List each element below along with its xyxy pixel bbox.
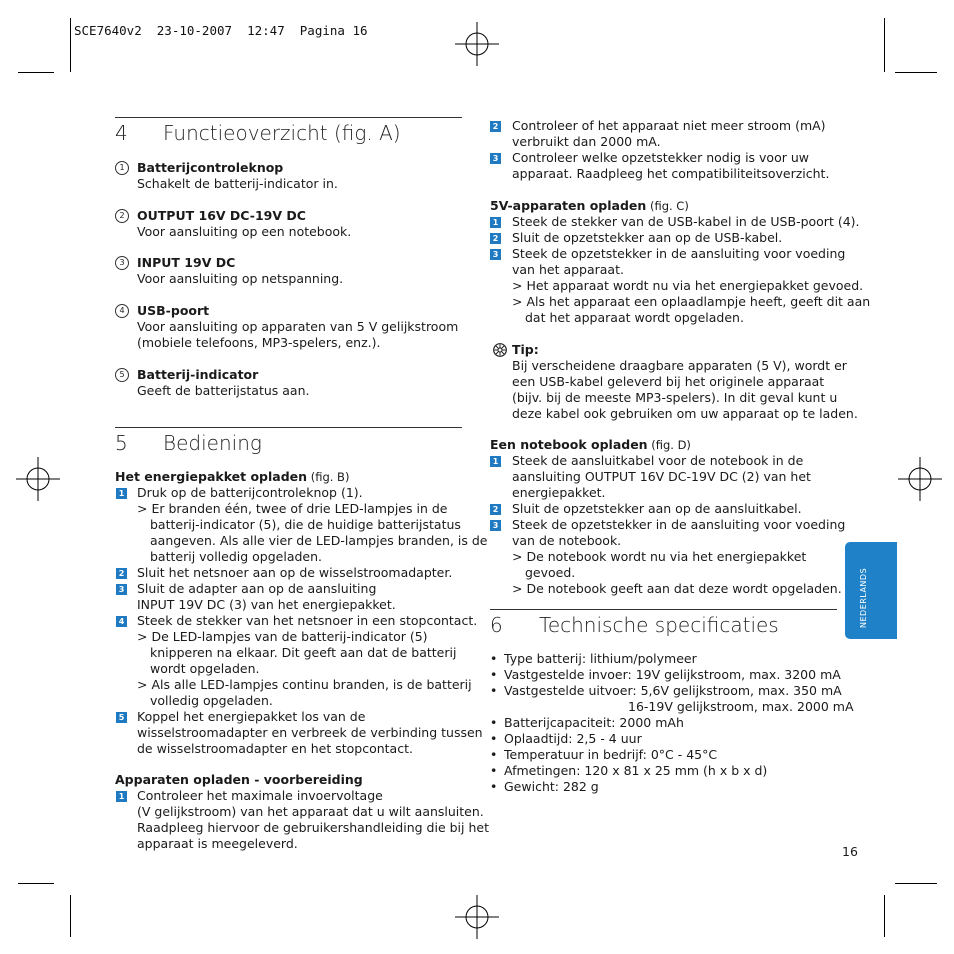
- step-number: 3: [490, 249, 501, 260]
- subheading-5v: 5V-apparaten opladen (fig. C): [490, 198, 689, 213]
- step-text: Sluit de opzetstekker aan op de aansluitkabel.: [512, 501, 802, 516]
- tip-line: deze kabel ook gebruiken om uw apparaat op te laden.: [512, 406, 858, 421]
- section-5-number: 5: [115, 431, 128, 455]
- spec-item: Temperatuur in bedrijf: 0°C - 45°C: [504, 747, 718, 762]
- step-text: Steek de aansluitkabel voor de notebook in de: [512, 453, 804, 468]
- language-tab: [845, 542, 897, 639]
- step-text: > Het apparaat wordt nu via het energiepakket gevoed.: [512, 278, 864, 293]
- step-text: > Als alle LED-lampjes continu branden, is de batterij: [137, 677, 472, 692]
- subheading-notebook: Een notebook opladen (fig. D): [490, 437, 691, 452]
- subheading-prepare: Apparaten opladen - voorbereiding: [115, 772, 363, 787]
- feature-desc: Schakelt de batterij-indicator in.: [137, 176, 338, 191]
- item-number: 5: [115, 368, 129, 382]
- step-text: > Er branden één, twee of drie LED-lampjes in de: [137, 501, 448, 516]
- item-number: 3: [115, 256, 129, 270]
- step-text: > Als het apparaat een oplaadlampje heeft, geeft dit aan: [512, 294, 871, 309]
- feature-title: OUTPUT 16V DC-19V DC: [137, 208, 306, 223]
- printer-slug: SCE7640v2 23-10-2007 12:47 Pagina 16: [74, 23, 368, 38]
- item-number: 2: [115, 209, 129, 223]
- step-text: knipperen na elkaar. Dit geeft aan dat de batterij: [150, 645, 457, 660]
- section-4-title: Functieoverzicht (fig. A): [163, 121, 401, 145]
- bullet: •: [490, 651, 498, 666]
- section-4-rule: [115, 117, 462, 118]
- tip-icon: [493, 343, 507, 357]
- step-text: aangeven. Als alle vier de LED-lampjes branden, is de: [150, 533, 488, 548]
- feature-title: INPUT 19V DC: [137, 255, 236, 270]
- step-number: 1: [490, 456, 501, 467]
- step-text: Sluit de opzetstekker aan op de USB-kabel.: [512, 230, 783, 245]
- bullet: •: [490, 747, 498, 762]
- item-number: 4: [115, 304, 129, 318]
- section-5-title: Bediening: [163, 431, 262, 455]
- step-number: 1: [116, 488, 127, 499]
- step-text: verbruikt dan 2000 mA.: [512, 134, 661, 149]
- step-text: wordt opgeladen.: [150, 661, 260, 676]
- step-number: 3: [116, 584, 127, 595]
- spec-item: Vastgestelde invoer: 19V gelijkstroom, max. 3200 mA: [504, 667, 841, 682]
- language-tab-label: NEDERLANDS: [859, 567, 868, 628]
- feature-desc: Geeft de batterijstatus aan.: [137, 383, 310, 398]
- step-text: de wisselstroomadapter en het stopcontact.: [137, 741, 413, 756]
- step-number: 3: [490, 153, 501, 164]
- step-text: Controleer of het apparaat niet meer stroom (mA): [512, 118, 826, 133]
- step-number: 2: [490, 504, 501, 515]
- step-number: 3: [490, 520, 501, 531]
- step-text: Sluit het netsnoer aan op de wisselstroomadapter.: [137, 565, 453, 580]
- step-text: Raadpleeg hiervoor de gebruikershandleiding die bij het: [137, 820, 489, 835]
- step-text: dat het apparaat wordt opgeladen.: [525, 310, 744, 325]
- tip-line: een USB-kabel geleverd bij het originele apparaat: [512, 374, 825, 389]
- tip-label: Tip:: [512, 342, 539, 357]
- spec-item: Type batterij: lithium/polymeer: [504, 651, 697, 666]
- section-4-number: 4: [115, 121, 128, 145]
- step-text: apparaat. Raadpleeg het compatibiliteitsoverzicht.: [512, 166, 830, 181]
- bullet: •: [490, 763, 498, 778]
- step-number: 2: [116, 568, 127, 579]
- step-text: batterij volledig opgeladen.: [150, 549, 323, 564]
- step-text: batterij-indicator (5), die de huidige batterijstatus: [150, 517, 461, 532]
- step-text: > De notebook geeft aan dat deze wordt opgeladen.: [512, 581, 842, 596]
- step-number: 1: [490, 217, 501, 228]
- spec-item-continued: 16-19V gelijkstroom, max. 2000 mA: [628, 699, 854, 714]
- bullet: •: [490, 715, 498, 730]
- spec-item: Gewicht: 282 g: [504, 779, 599, 794]
- step-number: 1: [116, 791, 127, 802]
- step-text: Steek de stekker van de USB-kabel in de USB-poort (4).: [512, 214, 860, 229]
- bullet: •: [490, 779, 498, 794]
- registration-mark-top: [455, 22, 499, 66]
- step-text: > De LED-lampjes van de batterij-indicator (5): [137, 629, 428, 644]
- step-text: van de notebook.: [512, 533, 622, 548]
- bullet: •: [490, 731, 498, 746]
- feature-desc: Voor aansluiting op apparaten van 5 V gelijkstroom: [137, 319, 459, 334]
- step-text: apparaat is meegeleverd.: [137, 836, 298, 851]
- section-6-rule: [490, 609, 837, 610]
- step-text: van het apparaat.: [512, 262, 624, 277]
- step-number: 2: [490, 233, 501, 244]
- step-text: Druk op de batterijcontroleknop (1).: [137, 485, 363, 500]
- step-text: (V gelijkstroom) van het apparaat dat u wilt aansluiten.: [137, 804, 484, 819]
- feature-title: USB-poort: [137, 303, 210, 318]
- bullet: •: [490, 683, 498, 698]
- step-text: volledig opgeladen.: [150, 693, 273, 708]
- page-number: 16: [842, 844, 858, 859]
- spec-item: Oplaadtijd: 2,5 - 4 uur: [504, 731, 642, 746]
- registration-mark-bottom: [455, 895, 499, 939]
- subheading-charge-pack: Het energiepakket opladen (fig. B): [115, 469, 350, 484]
- section-5-rule: [115, 427, 462, 428]
- step-text: gevoed.: [525, 565, 576, 580]
- step-text: Koppel het energiepakket los van de: [137, 709, 366, 724]
- feature-desc: (mobiele telefoons, MP3-spelers, enz.).: [137, 335, 381, 350]
- registration-mark-right: [898, 457, 942, 501]
- spec-item: Vastgestelde uitvoer: 5,6V gelijkstroom, max. 350 mA: [504, 683, 842, 698]
- step-text: Steek de opzetstekker in de aansluiting voor voeding: [512, 246, 846, 261]
- step-text: wisselstroomadapter en verbreek de verbinding tussen: [137, 725, 483, 740]
- spec-item: Afmetingen: 120 x 81 x 25 mm (h x b x d): [504, 763, 768, 778]
- step-text: > De notebook wordt nu via het energiepakket: [512, 549, 807, 564]
- feature-title: Batterijcontroleknop: [137, 160, 284, 175]
- feature-desc: Voor aansluiting op een notebook.: [137, 224, 352, 239]
- step-text: energiepakket.: [512, 485, 606, 500]
- step-text: Sluit de adapter aan op de aansluiting: [137, 581, 377, 596]
- item-number: 1: [115, 161, 129, 175]
- step-text: Steek de stekker van het netsnoer in een stopcontact.: [137, 613, 478, 628]
- tip-line: Bij verscheidene draagbare apparaten (5 V), wordt er: [512, 358, 847, 373]
- feature-desc: Voor aansluiting op netspanning.: [137, 271, 344, 286]
- step-number: 2: [490, 121, 501, 132]
- bullet: •: [490, 667, 498, 682]
- step-text: aansluiting OUTPUT 16V DC-19V DC (2) van het: [512, 469, 811, 484]
- step-number: 4: [116, 616, 127, 627]
- spec-item: Batterijcapaciteit: 2000 mAh: [504, 715, 684, 730]
- registration-mark-left: [16, 457, 60, 501]
- feature-title: Batterij-indicator: [137, 367, 259, 382]
- step-text: INPUT 19V DC (3) van het energiepakket.: [137, 597, 396, 612]
- tip-line: (bijv. bij de meeste MP3-spelers). In dit geval kunt u: [512, 390, 838, 405]
- step-text: Controleer welke opzetstekker nodig is voor uw: [512, 150, 809, 165]
- section-6-title: Technische specificaties: [539, 613, 779, 637]
- step-text: Steek de opzetstekker in de aansluiting voor voeding: [512, 517, 846, 532]
- step-number: 5: [116, 712, 127, 723]
- section-6-number: 6: [490, 613, 503, 637]
- step-text: Controleer het maximale invoervoltage: [137, 788, 383, 803]
